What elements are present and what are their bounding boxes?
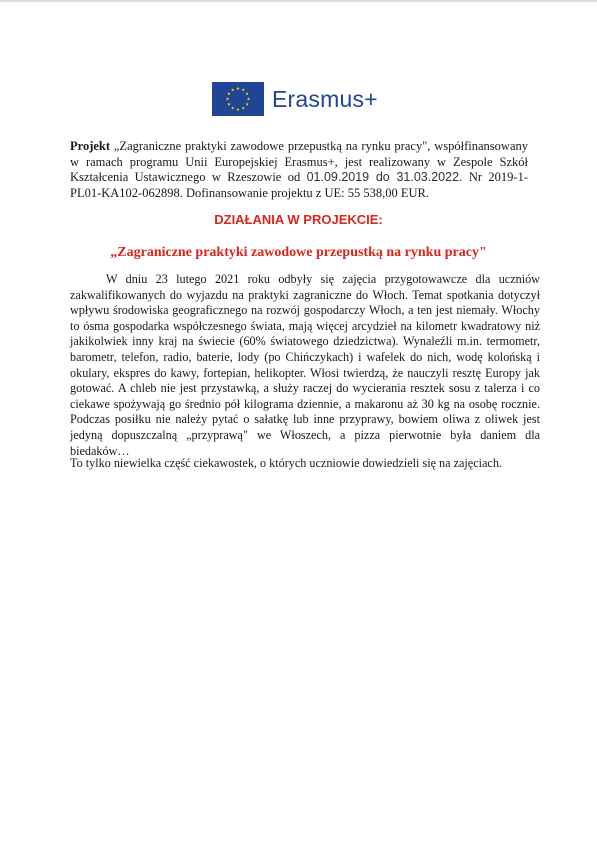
project-title: „Zagraniczne praktyki zawodowe przepustką na rynku pracy" — [110, 245, 487, 260]
erasmus-logo — [212, 82, 378, 116]
project-intro — [70, 139, 528, 201]
erasmus-wordmark: Erasmus+ — [272, 86, 378, 112]
date-to: 31.03.2022. — [396, 170, 463, 184]
eu-flag-icon — [212, 82, 264, 116]
closing-paragraph: To tylko niewielka część ciekawostek, o których uczniowie dowiedzieli się na zajęciach. — [70, 456, 502, 470]
intro-text-1: „Zagraniczne praktyki zawodowe przepustką na rynku pracy", współfinansowany w ramach programu Unii Europejskiej Erasmus+, jest realizowany w Zespole Szkół Kształcenia Ustawicznego w Rzeszowie od — [70, 139, 528, 184]
body-text: W dniu 23 lutego 2021 roku odbyły się zajęcia przygotowawcze dla uczniów zakwalifikowanych do wyjazdu na praktyki zagraniczne do Włoch. Temat spotkania dotyczył wpływu środowiska geograficznego na rozwój gospodarczy Włoch, a ten jest niemały. Włochy to ósma gospodarka współczesnego świata, mają więcej arcydzieł na kilometr kwadratowy niż jakikolwiek inny kraj na świecie (60% światowego dziedzictwa). Wynaleźli m.in. termometr, barometr, telefon, radio, baterie, lody (po Chińczykach) i wafelek do nich, wodę kolońską i okulary, ekspres do kawy, fortepian, helikopter. Włosi twierdzą, że nauczyli resztę Europy jak gotować. A chleb nie jest przystawką, a służy raczej do wycierania resztek sosu z talerza i co ciekawe spożywają go średnio pół kilograma dziennie, a makaronu aż 30 kg na osobę rocznie. Podczas posiłku nie należy pytać o sałatkę lub inne przyprawy, bowiem oliwa z oliwek jest jedyną dopuszczalną „przyprawą" we Włoszech, a pizza pierwotnie była daniem dla biedaków… — [70, 272, 540, 458]
body-paragraph — [70, 272, 540, 459]
section-heading: DZIAŁANIA W PROJEKCIE: — [214, 212, 383, 227]
intro-lead: Projekt — [70, 139, 111, 153]
date-from: 01.09.2019 — [306, 170, 370, 184]
date-separator: do — [369, 170, 397, 184]
top-divider — [0, 0, 597, 2]
intro-text-2: Nr 2019-1-PL01-KA102-062898. Dofinansowanie projektu z UE: 55 538,00 EUR. — [70, 170, 528, 200]
